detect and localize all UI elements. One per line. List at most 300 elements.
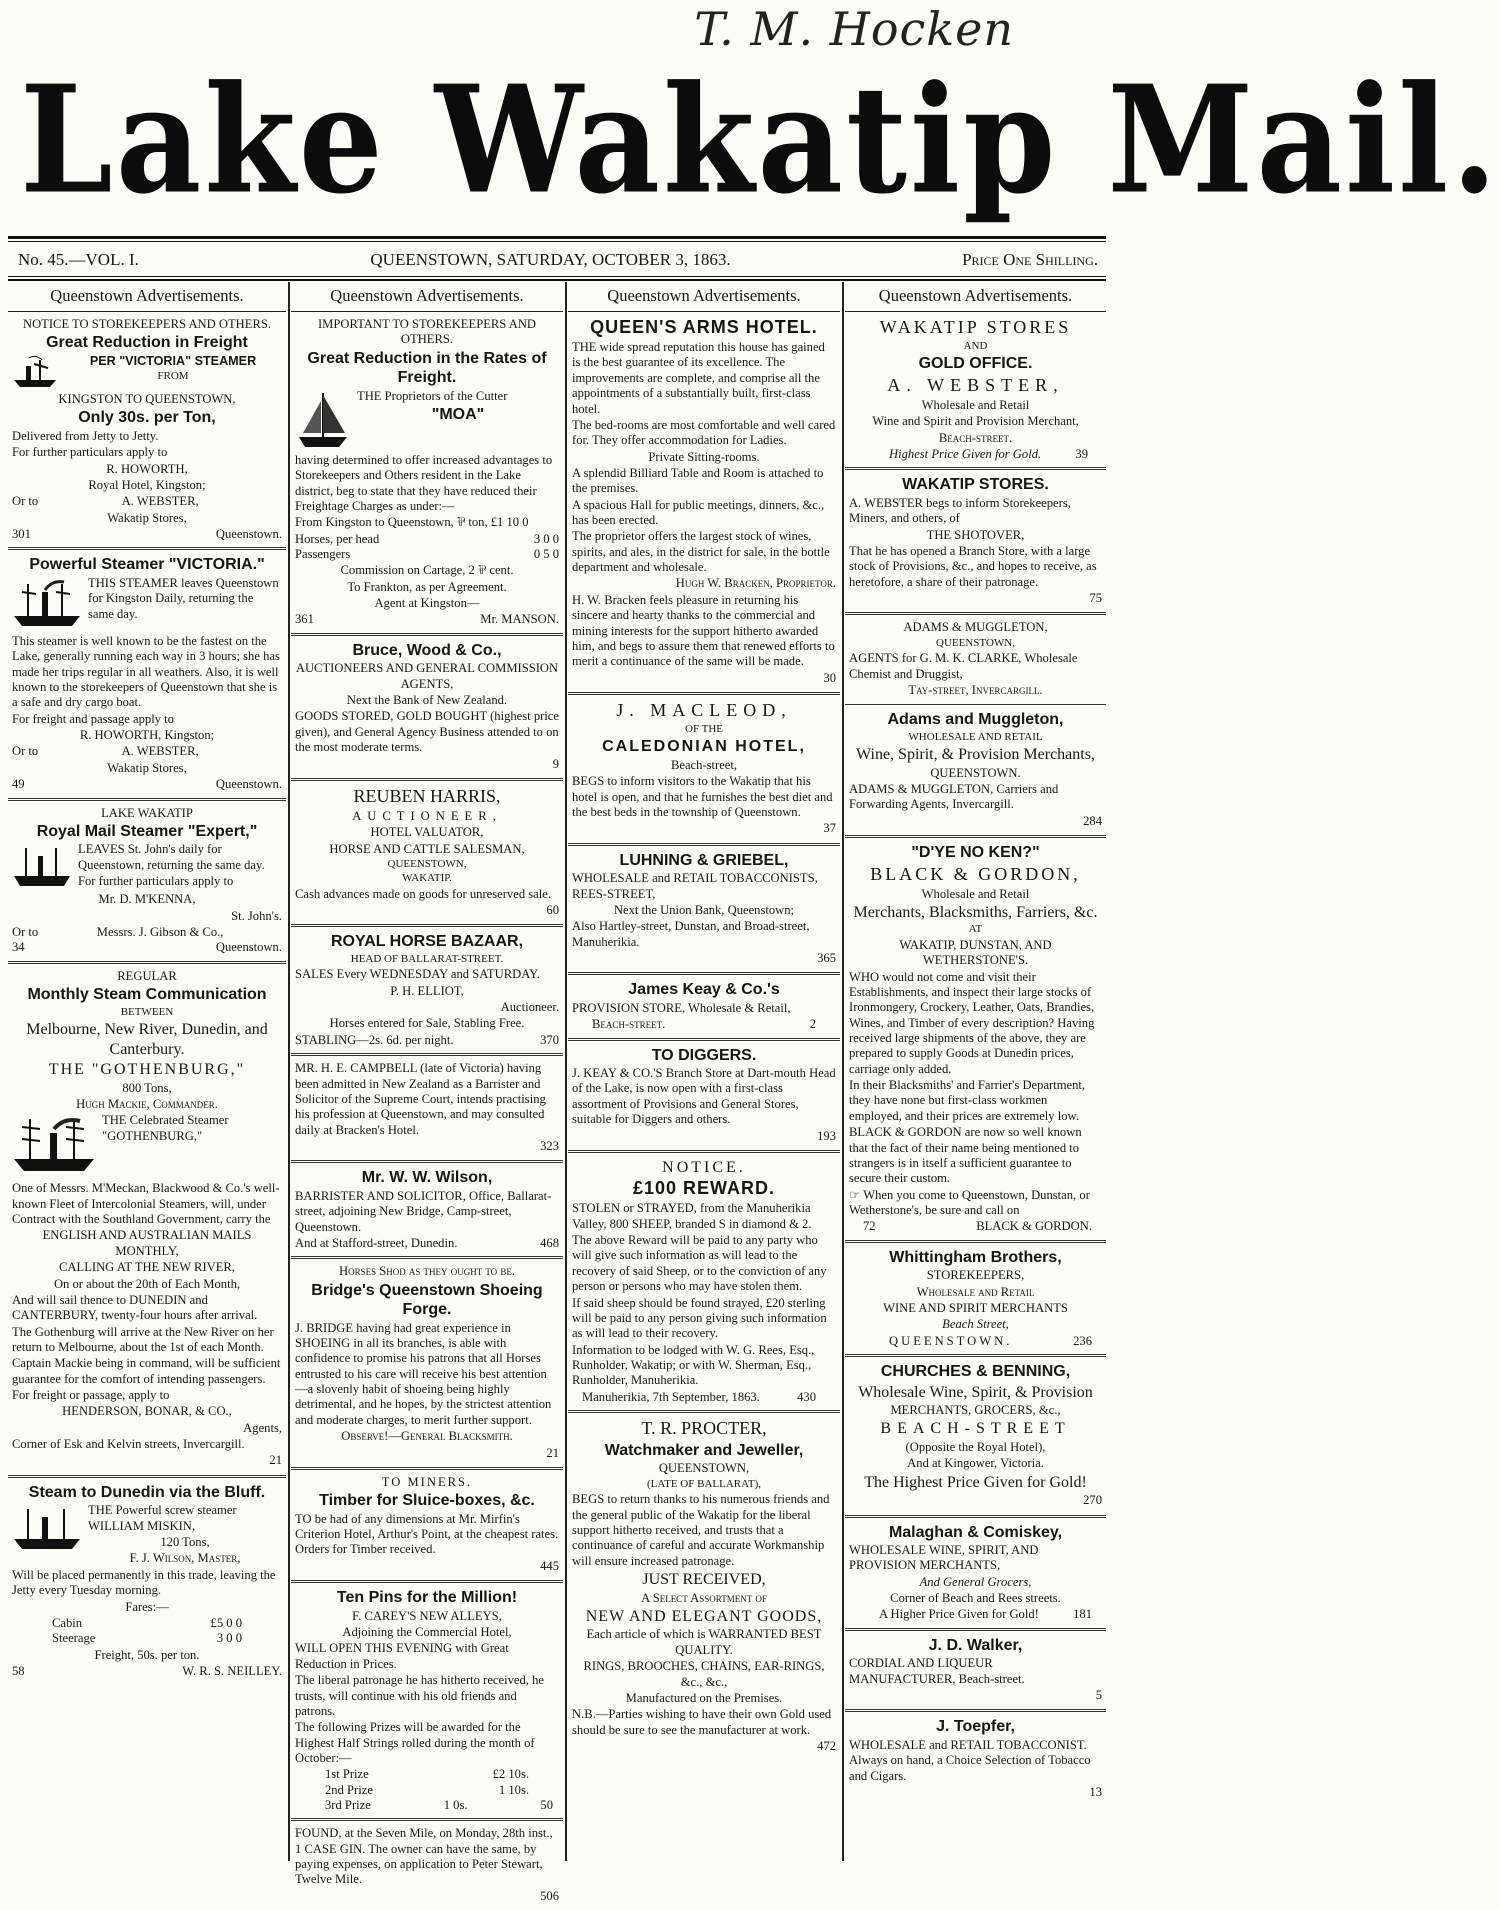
ad-text: Beach-street. (592, 1017, 666, 1032)
ad-text: Or to (12, 744, 39, 759)
ad-wakatip-stores-shotover (845, 470, 1106, 615)
ad-found-gin (291, 1821, 563, 1910)
ad-text: Horses entered for Sale, Stabling Free. (329, 1016, 525, 1031)
ad-text: Also Hartley-street, Dunstan, and Broad-street, Manuherikia. (572, 919, 810, 949)
ad-text: HOTEL VALUATOR, (370, 825, 484, 840)
ad-text: Wine and Spirit and Provision Merchant, (872, 414, 1079, 429)
ad-text: A. WEBSTER, (121, 494, 199, 509)
ad-heading: REUBEN HARRIS, (353, 785, 501, 806)
ad-text: having determined to offer increased advantages to Storekeepers and Others resident in the Lake district, beg to state that they have reduced their Freightage Charges as under:— (295, 452, 553, 513)
ad-text: SALES Every WEDNESDAY and SATURDAY. (295, 967, 540, 982)
ad-number: 472 (817, 1738, 836, 1753)
ad-number: 365 (817, 950, 836, 965)
ad-text: Queenstown. (215, 940, 282, 955)
ad-heading: Horses Shod as they ought to be. (339, 1264, 515, 1279)
ad-campbell (291, 1056, 563, 1163)
ad-text: The following Prizes will be awarded for the Highest Half Strings rolled during the month of October:— (295, 1720, 535, 1765)
ad-number: 39 (1075, 447, 1088, 462)
ad-number: 60 (546, 903, 559, 918)
ad-number: 468 (540, 1235, 559, 1250)
ad-text: Private Sitting-rooms. (648, 449, 760, 464)
ad-text: Queenstown. (215, 527, 282, 542)
ad-reuben-harris (291, 781, 563, 928)
ad-shoeing-forge (291, 1259, 563, 1470)
ad-text: One of Messrs. M'Meckan, Blackwood & Co.'s well-known Fleet of Intercolonial Steamers, will, under Contract with the Southland Government, carry the (12, 1181, 280, 1227)
ad-heading: Steam to Dunedin via the Bluff. (28, 1483, 266, 1501)
ad-text: THE Celebrated Steamer "GOTHENBURG," (102, 1113, 229, 1143)
ad-number: 30 (823, 670, 836, 685)
ad-caledonian (568, 695, 840, 846)
ad-text: Messrs. J. Gibson & Co., (96, 925, 224, 940)
ad-text: WHOLESALE and RETAIL TOBACCONISTS, REES-STREET, (572, 871, 818, 901)
ad-text: Fares:— (125, 1599, 169, 1614)
ad-number: 361 (295, 612, 314, 627)
ad-number: 5 (1095, 1688, 1102, 1703)
ad-text: The Highest Price Given for Gold! (864, 1473, 1087, 1491)
ad-text: W. R. S. NEILLEY. (182, 1663, 282, 1678)
masthead-rule (8, 236, 1106, 239)
ad-malaghan-comiskey (845, 1518, 1106, 1631)
ad-heading: WAKATIP STORES (879, 317, 1072, 338)
cutter-icon (295, 391, 351, 451)
ad-number: 34 (12, 940, 25, 955)
ad-text: N.B.—Parties wishing to have their own Gold used should be sure to see the manufacturer at work. (572, 1707, 832, 1737)
ad-text: FROM (157, 370, 189, 383)
ad-text: Wholesale and Retail (916, 1284, 1035, 1299)
ad-whittingham (845, 1243, 1106, 1357)
ad-subheading: F. CAREY'S NEW ALLEYS, (352, 1608, 502, 1623)
ad-text: Adjoining the Commercial Hotel, (342, 1625, 512, 1640)
ad-gothenburg (8, 964, 286, 1478)
ad-text: THE SHOTOVER, (926, 527, 1025, 542)
ad-wakatip-stores-gold (845, 312, 1106, 470)
ad-number: 301 (12, 527, 31, 542)
ad-text: Beach-street, (670, 757, 738, 772)
ad-text: Corner of Beach and Rees streets. (890, 1591, 1061, 1606)
ad-text: Will be placed permanently in this trade, leaving the Jetty every Tuesday morning. (12, 1567, 276, 1598)
ad-number: 72 (863, 1219, 876, 1234)
ad-subheading: AUCTIONEERS AND GENERAL COMMISSION AGENTS, (295, 661, 559, 691)
ad-text: ENGLISH AND AUSTRALIAN MAILS MONTHLY, (42, 1228, 252, 1258)
dateline-rule-2 (8, 279, 1106, 281)
ad-number: 13 (1089, 1785, 1102, 1800)
ad-text: BEGS to return thanks to his numerous friends and the general public of the Wakatip for the liberal support hitherto received, and trusts that a continuance of careful and accurate Workmanship will ensure increased patronage. (572, 1492, 830, 1568)
ad-text: For further particulars apply to (12, 445, 168, 460)
ad-jd-walker (845, 1631, 1106, 1713)
issue-number: No. 45.—VOL. I. (18, 250, 139, 269)
ad-james-keay (568, 975, 840, 1040)
ad-text: WHOLESALE WINE, SPIRIT, AND PROVISION MERCHANTS, (849, 1543, 1039, 1573)
ad-text: Agents, (243, 1420, 282, 1435)
ad-text: This steamer is well known to be the fastest on the Lake, generally running each way in 3 hours; she has made her trips regular in all weathers. Also, it is well known to the storekeepers of Queenstown that she is a safe and dry cargo boat. (12, 633, 280, 710)
ad-text: Royal Hotel, Kingston; (88, 477, 206, 492)
ad-text: QUEENSTOWN, (936, 636, 1015, 649)
ad-adams-muggleton-agents (845, 615, 1106, 705)
ad-number: 323 (540, 1138, 559, 1153)
ad-text: R. HOWORTH, Kingston; (79, 728, 215, 743)
ad-heading: James Keay & Co.'s (628, 981, 780, 999)
ad-text: Wholesale and Retail (921, 886, 1030, 901)
ad-subheading: HEAD OF BALLARAT-STREET. (350, 952, 504, 965)
ad-number: 49 (12, 777, 25, 792)
ad-number: 58 (12, 1663, 25, 1678)
ad-text: 1 0s. (443, 1798, 468, 1813)
column-heading: Queenstown Advertisements. (568, 282, 840, 312)
ad-text: A. WEBSTER, (121, 744, 199, 759)
ad-text: Cash advances made on goods for unreserved sale. (295, 886, 551, 901)
ad-text: Beach Street, (942, 1317, 1009, 1332)
ad-text: And at Kingower, Victoria. (907, 1456, 1044, 1471)
ad-text: J. KEAY & CO.'S Branch Store at Dart-mouth Head of the Lake, is now open with a first-class assortment of Provisions and General Stores, suitable for Diggers and others. (572, 1066, 836, 1127)
ad-heading: Ten Pins for the Million! (336, 1589, 518, 1607)
ad-text: And General Grocers, (919, 1574, 1032, 1589)
ad-text: Melbourne, New River, Dunedin, and Canterbury. (26, 1021, 268, 1058)
ad-text: The above Reward will be paid to any party who will give such information as will lead to the recovery of said Sheep, or to the conviction of any person or persons who may have stolen them. (572, 1233, 827, 1294)
ad-heading: LUHNING & GRIEBEL, (619, 851, 789, 869)
ad-text: On or about the 20th of Each Month, (53, 1276, 241, 1291)
ad-ten-pins (291, 1583, 563, 1821)
ad-text: P. H. ELLIOT, (390, 983, 464, 998)
date-place: QUEENSTOWN, SATURDAY, OCTOBER 3, 1863. (370, 250, 731, 269)
column-2 (291, 282, 563, 1903)
ad-text: JUST RECEIVED, (642, 1571, 766, 1589)
ad-text: Manuherikia, 7th September, 1863. (582, 1389, 760, 1404)
ad-to-diggers (568, 1041, 840, 1153)
steamer-icon (12, 578, 82, 632)
dateline-rule (8, 276, 1106, 277)
ad-text: THE Proprietors of the Cutter (357, 388, 508, 403)
ad-text: OF THE (685, 722, 723, 735)
ad-text: Commission on Cartage, 2 ⅌ cent. (340, 563, 514, 578)
ad-text: 1 10s. (498, 1782, 529, 1797)
price: Price One Shilling. (962, 250, 1098, 269)
ad-text: Agent at Kingston— (374, 596, 480, 611)
ad-heading: ADAMS & MUGGLETON, (903, 620, 1048, 635)
ad-text: HORSE AND CATTLE SALESMAN, (329, 841, 525, 856)
ad-subheading: AUCTIONEER, (352, 808, 502, 823)
ad-text: 120 Tons, (160, 1535, 210, 1550)
ad-subheading: Timber for Sluice-boxes, &c. (319, 1492, 535, 1510)
ad-text: Hugh Mackie, Commander. (76, 1097, 218, 1111)
ad-bruce-wood (291, 636, 563, 781)
ad-heading: IMPORTANT TO STOREKEEPERS AND OTHERS. (317, 317, 537, 347)
ad-text: Freight, 50s. per ton. (94, 1647, 200, 1662)
ad-text: A Higher Price Given for Gold! (879, 1607, 1039, 1622)
column-heading: Queenstown Advertisements. (8, 282, 286, 312)
column-rule (842, 282, 844, 1861)
ad-heading: Whittingham Brothers, (889, 1248, 1062, 1266)
ad-text: Mr. MANSON. (480, 612, 559, 627)
ad-subheading: Wine, Spirit, & Provision Merchants, (856, 746, 1095, 764)
ad-text: QUEENSTOWN, (658, 1461, 750, 1476)
ad-text: "MOA" (431, 406, 485, 424)
ad-text: WAKATIP, DUNSTAN, AND WETHERSTONE'S. (899, 937, 1052, 968)
ad-subheading: CALEDONIAN HOTEL, (602, 738, 806, 756)
ad-text: (LATE OF BALLARAT), (647, 1477, 761, 1490)
ad-text: Hugh W. Bracken, Proprietor. (675, 576, 836, 591)
ad-text: BLACK & GORDON, (870, 863, 1081, 884)
ad-text: THIS STEAMER leaves Queenstown for Kingston Daily, returning the same day. (88, 575, 279, 621)
ad-text: That he has opened a Branch Store, with a large stock of Provisions, &c., and hopes to receive, as heretofore, a share of their patronage. (849, 543, 1097, 589)
ad-text: QUEENSTOWN. (889, 1333, 1013, 1348)
ad-heading: Adams and Muggleton, (887, 711, 1064, 729)
ad-horse-bazaar (291, 927, 563, 1056)
ad-subheading: Bridge's Queenstown Shoeing Forge. (311, 1281, 543, 1319)
ad-text: A Select Assortment of (641, 1590, 767, 1605)
ad-text: BARRISTER AND SOLICITOR, Office, Ballarat-street, adjoining New Bridge, Camp-street, Queenstown. (295, 1188, 552, 1234)
ad-text: 0 5 0 (533, 547, 559, 562)
ad-text: WHO would not come and visit their Establishments, and inspect their large stocks of Ironmongery, Crockery, Leather, Oats, Brandies, Wines, and Timber of every description? Having received large shipments of the above, they are prepared to supply Goods at Dunedin prices, carriage only added. (849, 969, 1095, 1076)
ad-number: 37 (823, 821, 836, 836)
ad-text: Or to (12, 494, 39, 509)
ad-heading: NOTICE. (662, 1158, 746, 1176)
ad-subheading: £100 REWARD. (632, 1178, 776, 1199)
steamer-icon (12, 844, 72, 890)
ad-text: PROVISION STORE, Wholesale & Retail, (572, 1000, 791, 1015)
column-1 (8, 282, 286, 1861)
column-heading: Queenstown Advertisements. (845, 282, 1106, 312)
ad-heading: "D'YE NO KEN?" (911, 844, 1040, 862)
ad-text: BLACK & GORDON are now so well known that the fact of their name being mentioned to strangers is in itself a sufficient guarantee to secure their custom. (849, 1125, 1082, 1186)
ad-text: Wakatip Stores, (107, 510, 187, 525)
ad-text: £5 0 0 (210, 1615, 242, 1630)
ad-text: HENDERSON, BONAR, & CO., (62, 1404, 232, 1419)
ad-number: 430 (797, 1389, 816, 1404)
steamer-icon (12, 1505, 82, 1555)
ad-text: WAKATIP. (402, 872, 452, 885)
ad-text: TO be had of any dimensions at Mr. Mirfin's Criterion Hotel, Arthur's Point, at the cheapest rates. Orders for Timber received. (295, 1511, 559, 1557)
ad-text: A splendid Billiard Table and Room is attached to the premises. (572, 465, 824, 496)
ad-text: The bed-rooms are most comfortable and well cared for. They offer accommodation for Ladies. (572, 417, 836, 448)
ad-number: 9 (552, 756, 559, 771)
ad-timber (291, 1470, 563, 1583)
ad-text: Mr. D. M'KENNA, (98, 892, 196, 907)
ad-text: GOODS STORED, GOLD BOUGHT (highest price given), and General Agency Business attended to on the most moderate terms. (295, 709, 559, 755)
ad-text: Observe!—General Blacksmith. (341, 1429, 513, 1444)
ad-text: St. John's. (231, 908, 282, 923)
ad-text: QUEENSTOWN. (930, 765, 1021, 780)
ad-number: 50 (540, 1798, 553, 1813)
ad-text: KINGSTON TO QUEENSTOWN, (58, 392, 236, 406)
ad-heading: J. D. Walker, (928, 1636, 1023, 1654)
ad-victoria-freight (8, 312, 286, 550)
ad-steam-dunedin (8, 1478, 286, 1684)
ad-subheading: Great Reduction in Freight (46, 334, 248, 352)
ad-text: AND (963, 340, 988, 353)
ad-text: Wakatip Stores, (107, 760, 187, 775)
ad-number: 193 (817, 1128, 836, 1143)
ad-text: The liberal patronage he has hitherto received, he trusts, will continue with his old friends and patrons. (295, 1673, 544, 1718)
ad-reward (568, 1153, 840, 1413)
ad-text: BETWEEN (120, 1005, 174, 1018)
ad-text: R. HOWORTH, (106, 461, 188, 476)
ad-text: Corner of Esk and Kelvin streets, Invercargill. (12, 1437, 245, 1452)
ad-text: RINGS, BROOCHES, CHAINS, EAR-RINGS, &c., &c., (583, 1659, 825, 1689)
steamer-icon (12, 1115, 96, 1179)
ad-heading: Malaghan & Comiskey, (888, 1523, 1063, 1541)
ad-text: 1st Prize (325, 1767, 369, 1782)
ad-heading: LAKE WAKATIP (101, 805, 193, 820)
ad-cutter-moa (291, 312, 563, 636)
ad-text: In their Blacksmiths' and Farrier's Department, they have none but first-class workmen employed, and their prices are extremely low. (849, 1078, 1086, 1123)
ad-text: MERCHANTS, GROCERS, &c., (890, 1403, 1061, 1418)
ad-queens-arms (568, 312, 840, 695)
ad-procter (568, 1413, 840, 1760)
ad-text: LEAVES St. John's daily for Queenstown, returning the same day. (78, 842, 265, 872)
ad-heading: NOTICE TO STOREKEEPERS AND OTHERS. (22, 317, 272, 332)
ad-text: MR. H. E. CAMPBELL (late of Victoria) having been admitted in New Zealand as a Barrister and Solicitor of the Supreme Court, intends practising his profession at Queenstown, and may consulted daily at Bracken's Hotel. (295, 1061, 546, 1137)
ad-text: Information to be lodged with W. G. Rees, Esq., Runholder, Wakatip; or with W. Sherman, Esq., Runholder, Manuherikia. (572, 1342, 815, 1388)
ad-subheading: Watchmaker and Jeweller, (604, 1441, 804, 1459)
ad-text: 800 Tons, (122, 1080, 172, 1095)
ad-text: PER "VICTORIA" STEAMER (89, 354, 257, 368)
ad-text: J. BRIDGE having had great experience in SHOEING in all its branches, is able with confidence to promise his patrons that all Horses entrusted to his care will receive his best attention—a slovenly habit of shoeing being highly detrimental, and he hopes, by the strictest attention and moderate charges, to merit further support. (295, 1320, 552, 1427)
ad-text: FOUND, at the Seven Mile, on Monday, 28th inst., 1 CASE GIN. The owner can have the same, by paying expenses, on application to Peter Stewart, Twelve Mile. (295, 1826, 553, 1887)
ad-heading: REGULAR (117, 968, 177, 983)
ad-text: STOLEN or STRAYED, from the Manuherikia Valley, 800 SHEEP, branded S in diamond & 2. (572, 1201, 812, 1231)
ad-heading: WAKATIP STORES. (902, 476, 1049, 494)
ad-number: 370 (540, 1032, 559, 1047)
ad-text: Wholesale and Retail (921, 397, 1030, 412)
ad-subheading: Monthly Steam Communication (27, 986, 267, 1004)
ad-wilson (291, 1163, 563, 1259)
ad-heading: QUEEN'S ARMS HOTEL. (590, 317, 818, 338)
ad-toepfer (845, 1712, 1106, 1806)
ad-text: Steerage (52, 1631, 96, 1646)
ad-luhning-griebel (568, 846, 840, 976)
ad-text: Next the Union Bank, Queenstown; (613, 902, 795, 917)
ad-text: STOREKEEPERS, (926, 1268, 1025, 1283)
ad-number: 506 (540, 1888, 559, 1903)
column-rule (565, 282, 567, 1861)
ad-churches-benning (845, 1357, 1106, 1518)
ad-text: £2 10s. (492, 1767, 529, 1782)
dateline (8, 246, 1106, 274)
ad-number: 445 (540, 1558, 559, 1573)
ad-text: ☞ When you come to Queenstown, Dunstan, or Wetherstone's, be sure and call on (849, 1187, 1090, 1217)
steamer-icon (12, 356, 58, 390)
ad-text: (Opposite the Royal Hotel), (905, 1439, 1046, 1454)
ad-subheading: Merchants, Blacksmiths, Farriers, &c. (853, 903, 1098, 921)
ad-text: 2nd Prize (325, 1782, 373, 1797)
ad-text: Each article of which is WARRANTED BEST QUALITY. (586, 1627, 822, 1657)
ad-text: A. WEBSTER, (887, 375, 1064, 395)
ad-text: WILL OPEN THIS EVENING with Great Reduction in Prices. (295, 1641, 509, 1671)
ad-text: Only 30s. per Ton, (78, 409, 216, 427)
ad-number: 2 (809, 1017, 816, 1032)
ad-text: BEACH-STREET (880, 1420, 1071, 1438)
ad-number: 236 (1073, 1333, 1092, 1348)
ad-text: STABLING—2s. 6d. per night. (295, 1032, 454, 1047)
ad-heading: TO DIGGERS. (651, 1046, 757, 1064)
ad-heading: TO MINERS. (381, 1474, 473, 1489)
ad-subheading: GOLD OFFICE. (918, 355, 1033, 373)
ad-text: For freight or passage, apply to (12, 1388, 170, 1403)
ad-text: THE Powerful screw steamer WILLIAM MISKIN, (88, 1503, 237, 1533)
ad-text: Tay-street, Invercargill. (908, 682, 1043, 697)
ad-text: Captain Mackie being in command, will be sufficient guarantee for the comfort of intending passengers. (12, 1356, 281, 1386)
ad-text: For further particulars apply to (78, 874, 234, 889)
ad-text: A. WEBSTER begs to inform Storekeepers, Miners, and others, of (849, 495, 1071, 526)
ad-number: 284 (1083, 813, 1102, 828)
ad-subheading: Royal Mail Steamer "Expert," (36, 822, 258, 840)
ad-number: 21 (546, 1445, 559, 1460)
ad-text: Passengers (295, 547, 351, 562)
ad-number: 75 (1089, 591, 1102, 606)
ad-text: 3 0 0 (216, 1631, 242, 1646)
ad-text: Manufactured on the Premises. (625, 1690, 783, 1705)
ad-royal-mail-expert (8, 801, 286, 964)
ad-number: 270 (1083, 1493, 1102, 1508)
ad-text: Next the Bank of New Zealand. (346, 693, 508, 708)
ad-text: ADAMS & MUGGLETON, Carriers and Forwarding Agents, Invercargill. (849, 782, 1059, 812)
ad-text: Auctioneer. (500, 1000, 559, 1015)
ad-text: Horses, per head (295, 531, 380, 546)
column-heading: Queenstown Advertisements. (291, 282, 563, 312)
ad-adams-muggleton-merchants (845, 705, 1106, 838)
ad-text: AGENTS for G. M. K. CLARKE, Wholesale Chemist and Druggist, (849, 651, 1078, 681)
ad-text: H. W. Bracken feels pleasure in returning his sincere and hearty thanks to the commercial and mining interests for the support hitherto awarded him, and begs to assure them that renewed efforts to merit a continuance of the same will be made. (572, 592, 835, 669)
column-4 (845, 282, 1106, 1861)
ad-text: If said sheep should be found strayed, £20 sterling will be paid to any person giving such information as will lead to their recovery. (572, 1295, 827, 1341)
masthead-rule-thin (8, 241, 1106, 242)
column-3 (568, 282, 840, 1861)
ad-text: CORDIAL AND LIQUEUR MANUFACTURER, Beach-street. (849, 1656, 1025, 1686)
ad-text: WHOLESALE and RETAIL TOBACCONIST. Always on hand, a Choice Selection of Tobacco and Cigars. (849, 1737, 1091, 1783)
ad-text: THE wide spread reputation this house has gained is the best guarantee of its excellence. The improvements are complete, and comprise all the appointments of a substantially built, first-class hotel. (572, 340, 825, 416)
ad-heading: ROYAL HORSE BAZAAR, (330, 933, 524, 951)
ad-text: NEW AND ELEGANT GOODS, (585, 1607, 823, 1625)
ad-text: 3 0 0 (533, 531, 559, 546)
ad-heading: J. Toepfer, (936, 1718, 1015, 1736)
ad-text: WINE AND SPIRIT MERCHANTS (883, 1300, 1068, 1315)
ad-text: To Frankton, as per Agreement. (347, 579, 507, 594)
ad-text: Or to (12, 925, 39, 940)
ad-text: WHOLESALE AND RETAIL (908, 730, 1043, 743)
ad-text: From Kingston to Queenstown, ⅌ ton, £1 10 0 (295, 515, 529, 530)
column-rule (288, 282, 290, 1861)
ad-text: THE "GOTHENBURG," (48, 1061, 246, 1079)
handwritten-signature: T. M. Hocken (694, 2, 1014, 56)
ad-number: 181 (1073, 1607, 1092, 1622)
ad-text: CALLING AT THE NEW RIVER, (59, 1260, 235, 1275)
ad-subheading: Great Reduction in the Rates of Freight. (307, 349, 547, 387)
ad-text: BLACK & GORDON. (976, 1219, 1092, 1234)
ad-text: Cabin (52, 1615, 83, 1630)
ad-number: 21 (269, 1453, 282, 1468)
ad-text: And at Stafford-street, Dunedin. (295, 1235, 458, 1250)
ad-heading: CHURCHES & BENNING, (880, 1363, 1071, 1381)
ad-subheading: Wholesale Wine, Spirit, & Provision (858, 1383, 1093, 1401)
ad-powerful-steamer (8, 550, 286, 800)
ad-heading: Bruce, Wood & Co., (352, 641, 502, 659)
ad-text: AT (968, 923, 983, 936)
ad-heading: Powerful Steamer "VICTORIA." (29, 556, 265, 574)
ad-text: Queenstown. (215, 777, 282, 792)
ad-text: The Gothenburg will arrive at the New River on her return to Melbourne, about the 1st of each Month. (12, 1324, 274, 1354)
ad-black-gordon (845, 838, 1106, 1243)
ad-text: Highest Price Given for Gold. (889, 447, 1042, 462)
newspaper-masthead: Lake Wakatip Mail. (20, 53, 1500, 228)
ad-text: Beach-street. (938, 430, 1013, 445)
ad-heading: J. MACLEOD, (616, 699, 792, 720)
ad-heading: T. R. PROCTER, (641, 1418, 767, 1439)
ad-text: BEGS to inform visitors to the Wakatip that his hotel is open, and that he furnishes the best diet and the best beds in the township of Queenstown. (572, 774, 833, 819)
ad-text: F. J. Wilson, Master, (129, 1551, 241, 1566)
ad-text: Delivered from Jetty to Jetty. (12, 428, 159, 443)
ad-text: A spacious Hall for public meetings, dinners, &c., has been erected. (572, 497, 825, 528)
ad-text: For freight and passage apply to (12, 711, 174, 726)
